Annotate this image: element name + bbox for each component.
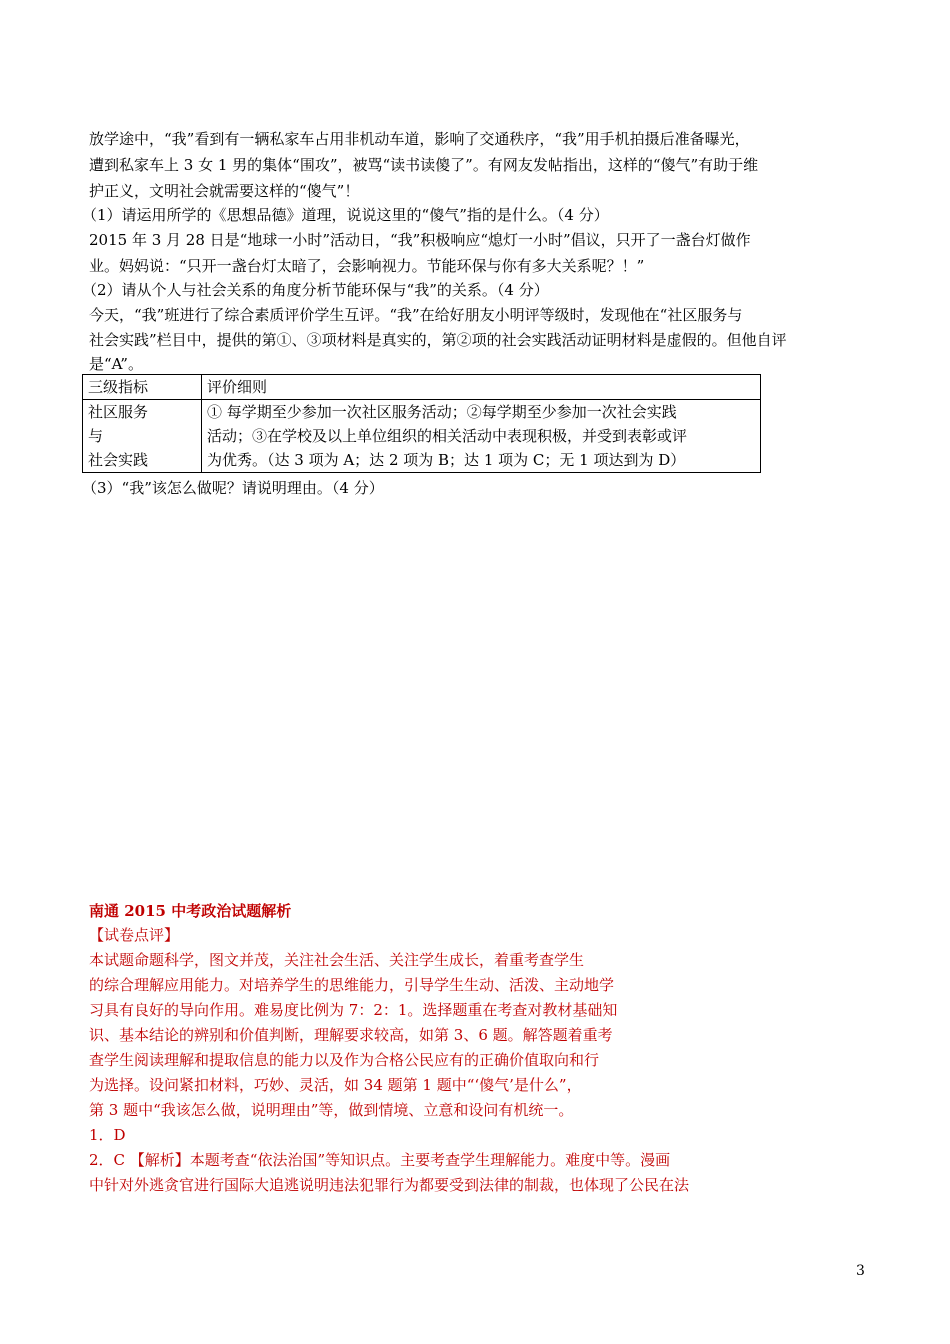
answer-2-line: 中针对外逃贪官进行国际大追逃说明违法犯罪行为都要受到法律的制裁，也体现了公民在法: [89, 1176, 690, 1194]
cell-line: 为优秀。（达 3 项为 A；达 2 项为 B；达 1 项为 C；无 1 项达到为 D）: [207, 451, 686, 469]
question-2: （2）请从个人与社会关系的角度分析节能环保与“我”的关系。（4 分）: [82, 281, 549, 299]
cell-line: ① 每学期至少参加一次社区服务活动；②每学期至少参加一次社会实践: [207, 403, 677, 421]
review-line: 为选择。设问紧扣材料，巧妙、灵活，如 34 题第 1 题中“‘傻气’是什么”，: [89, 1076, 582, 1094]
question-3: （3）“我”该怎么做呢？请说明理由。（4 分）: [82, 479, 384, 497]
cell-line: 活动；③在学校及以上单位组织的相关活动中表现积极，并受到表彰或评: [207, 427, 688, 445]
review-line: 识、基本结论的辨别和价值判断，理解要求较高，如第 3、6 题。解答题着重考: [89, 1026, 613, 1044]
question-1: （1）请运用所学的《思想品德》道理，说说这里的“傻气”指的是什么。（4 分）: [82, 206, 609, 224]
material-3-line: 是“A”。: [89, 355, 143, 373]
material-1-line: 放学途中，“我”看到有一辆私家车占用非机动车道，影响了交通秩序，“我”用手机拍摄后准备曝光，: [89, 130, 750, 148]
review-line: 的综合理解应用能力。对培养学生的思维能力，引导学生生动、活泼、主动地学: [89, 976, 615, 994]
material-2-line: 业。妈妈说：“只开一盏台灯太暗了，会影响视力。节能环保与你有多大关系呢？！”: [89, 257, 645, 275]
material-3-line: 社会实践”栏目中，提供的第①、③项材料是真实的，第②项的社会实践活动证明材料是虚假的。但他自评: [89, 331, 787, 349]
review-line: 第 3 题中“我该怎么做，说明理由”等，做到情境、立意和设问有机统一。: [89, 1101, 574, 1119]
material-3-line: 今天，“我”班进行了综合素质评价学生互评。“我”在给好朋友小明评等级时，发现他在“社区服务与: [89, 306, 743, 324]
review-line: 本试题命题科学，图文并茂，关注社会生活、关注学生成长，着重考查学生: [89, 951, 585, 969]
answer-1: 1．D: [89, 1126, 126, 1144]
material-1-line: 遭到私家车上 3 女 1 男的集体“围攻”，被骂“读书读傻了”。有网友发帖指出，这样的“傻气”有助于维: [89, 156, 759, 174]
cell-line: 社会实践: [88, 451, 149, 469]
table-header-cell: 三级指标: [83, 375, 202, 400]
material-2-line: 2015 年 3 月 28 日是“地球一小时”活动日，“我”积极响应“熄灯一小时”倡议，只开了一盏台灯做作: [89, 231, 751, 249]
table-cell-indicator: [83, 400, 202, 473]
cell-line: 与: [88, 427, 104, 445]
review-heading: 【试卷点评】: [89, 926, 180, 944]
evaluation-table: [82, 374, 761, 473]
analysis-title: 南通 2015 中考政治试题解析: [89, 902, 292, 920]
table-header-row: [83, 375, 761, 400]
review-line: 习具有良好的导向作用。难易度比例为 7：2：1。选择题重在考查对教材基础知: [89, 1001, 618, 1019]
table-cell-criteria: [202, 400, 761, 473]
answer-2-line: 2．C 【解析】本题考查“依法治国”等知识点。主要考查学生理解能力。难度中等。漫画: [89, 1151, 671, 1169]
page-number: 3: [856, 1263, 865, 1279]
review-line: 查学生阅读理解和提取信息的能力以及作为合格公民应有的正确价值取向和行: [89, 1051, 600, 1069]
cell-line: 社区服务: [88, 403, 149, 421]
table-header-cell: 评价细则: [202, 375, 761, 400]
table-row: [83, 400, 761, 473]
material-1-line: 护正义，文明社会就需要这样的“傻气”！: [89, 182, 360, 200]
